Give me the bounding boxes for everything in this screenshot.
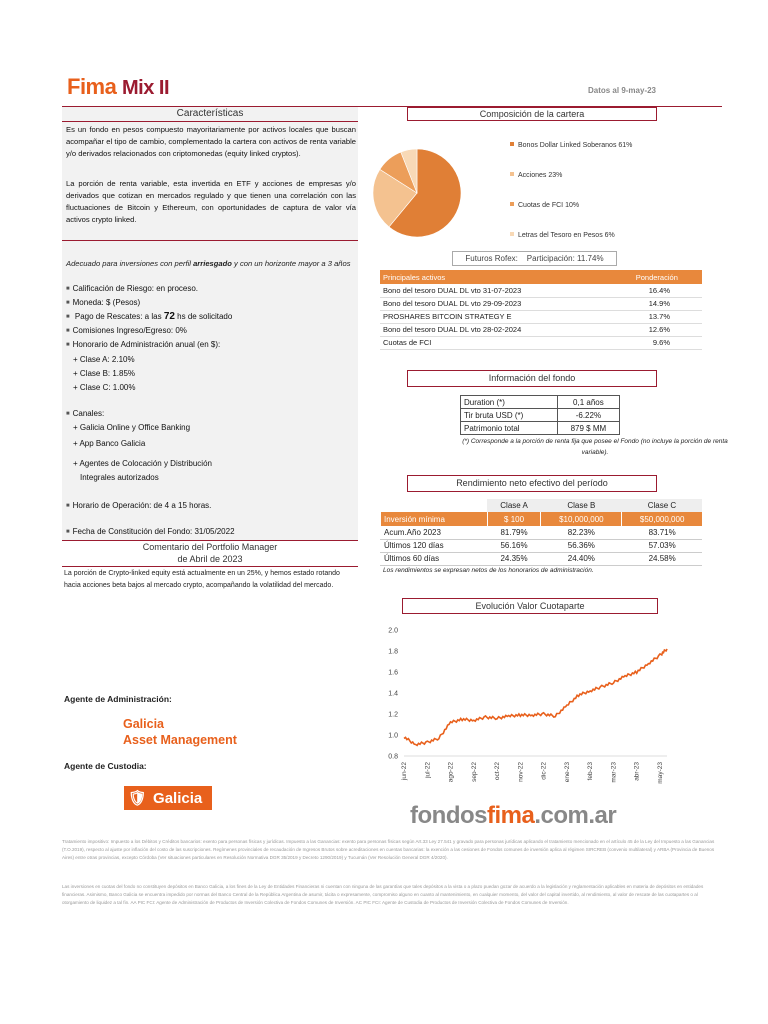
galicia-am-line2: Asset Management	[123, 733, 237, 747]
rend-value: 81.79%	[487, 526, 541, 539]
rend-value: 56.16%	[487, 539, 541, 552]
legend-swatch	[510, 172, 514, 176]
table-row	[380, 297, 702, 310]
legend-label: Bonos Dollar Linked Soberanos 61%	[518, 142, 633, 149]
perfil-pre: Adecuado para inversiones con perfil	[66, 259, 191, 268]
fondos-logo-a: fondos	[410, 802, 487, 829]
legend-item	[510, 232, 615, 239]
logo-fima: Fima	[67, 74, 117, 99]
rend-value: 24.40%	[541, 552, 622, 565]
duration-label: Duration (*)	[461, 396, 558, 409]
x-tick-label: ago-22	[447, 762, 455, 783]
legend-label: Cuotas de FCI 10%	[518, 202, 580, 209]
min-clase-a: $ 100	[487, 512, 541, 526]
rendimiento-title: Rendimiento neto efectivo del período	[407, 475, 657, 492]
pago-post: hs de solicitado	[177, 312, 233, 321]
rend-value: 57.03%	[622, 539, 702, 552]
series-line	[404, 649, 667, 746]
pago-pre: Pago de Rescates: a las	[74, 312, 162, 321]
x-tick-label: abr-23	[633, 762, 641, 781]
galicia-logo-icon: 🛡	[128, 790, 148, 807]
portfolio-manager-title	[62, 541, 358, 565]
table-row	[381, 539, 703, 552]
table-row	[380, 310, 702, 323]
legend-label: Acciones 23%	[518, 172, 563, 179]
pm-divider	[62, 566, 358, 567]
canales: ■ Canales:	[66, 408, 104, 420]
table-row	[461, 409, 620, 422]
y-tick-label: 0.8	[388, 753, 398, 761]
left-divider	[62, 240, 358, 241]
rend-value: 24.58%	[622, 552, 702, 565]
agente-administracion-label: Agente de Administración:	[64, 694, 172, 704]
min-clase-b: $10,000,000	[541, 512, 622, 526]
rendimiento-note: Los rendimientos se expresan netos de los honorarios de administración.	[383, 567, 594, 574]
table-row	[380, 336, 702, 349]
canal-agentes-2: Integrales autorizados	[80, 473, 159, 482]
legend-label: Letras del Tesoro en Pesos 6%	[518, 232, 615, 239]
pm-title-line1: Comentario del Portfolio Manager	[142, 542, 278, 552]
agente-custodia-label: Agente de Custodia:	[64, 761, 147, 771]
comisiones: ■ Comisiones Ingreso/Egreso: 0%	[66, 325, 187, 337]
legend-swatch	[510, 202, 514, 206]
activo-name: Bono del tesoro DUAL DL vto 28-02-2024	[380, 323, 612, 336]
activo-ponderacion: 14.9%	[612, 297, 702, 310]
perfil-inversor	[66, 258, 356, 269]
table-row	[381, 512, 703, 526]
fondosfima-logo	[410, 802, 616, 830]
galicia-am-line1: Galicia	[123, 717, 164, 731]
rend-value: 56.36%	[541, 539, 622, 552]
honorario-clase-b: + Clase B: 1.85%	[73, 369, 136, 378]
legend-swatch	[510, 232, 514, 236]
moneda: ■ Moneda: $ (Pesos)	[66, 297, 140, 309]
table-row	[380, 284, 702, 297]
activo-name: PROSHARES BITCOIN STRATEGY E	[380, 310, 612, 323]
legend-swatch	[510, 142, 514, 146]
informacion-title: Información del fondo	[407, 370, 657, 387]
galicia-bank-name: Galicia	[153, 789, 203, 807]
patrimonio-label: Patrimonio total	[461, 422, 558, 435]
rend-row-label: Últimos 120 días	[381, 539, 488, 552]
pm-title-line2: de Abril de 2023	[177, 554, 243, 564]
table-row	[381, 552, 703, 565]
caracteristicas-paragraph-1: Es un fondo en pesos compuesto mayoritariamente por activos locales que buscan acompañar el tipo de cambio, complementado la cartera con activos de renta variable y/o derivados relacionados con criptomonedas (equity linked cryptos).	[66, 125, 356, 158]
evolucion-title: Evolución Valor Cuotaparte	[402, 598, 658, 614]
table-row	[380, 323, 702, 336]
activo-ponderacion: 16.4%	[612, 284, 702, 297]
y-tick-label: 1.4	[388, 690, 398, 698]
x-tick-label: nov-22	[517, 762, 525, 782]
x-tick-label: oct-22	[494, 762, 502, 781]
canal-app: + App Banco Galicia	[73, 439, 146, 448]
x-tick-label: ene-23	[563, 762, 571, 783]
rend-row-label: Acum.Año 2023	[381, 526, 488, 539]
activos-header-pond: Ponderación	[612, 270, 702, 284]
canal-online: + Galicia Online y Office Banking	[73, 423, 191, 432]
rend-value: 83.71%	[622, 526, 702, 539]
honorario-clase-a: + Clase A: 2.10%	[73, 355, 135, 364]
evolucion-line-chart	[372, 620, 672, 800]
footer-tratamiento-impositivo: Tratamiento impositivo: Impuesto a los Débitos y Créditos bancarios: exento para personas físicas y jurídicas. Impuesto a las Ganancias: exento para personas físicas según Art.33 Ley 27.541 y gravado para personas jurídicas aplicando el tratamiento mencionado en el artículo 45 de la Ley del Impuesto a las Ganancias (T.O.2019), respecto al ajuste por inflación del costo de las suscripciones. Regímenes provinciales de recaudación de Ingresos Brutos sobre acreditaciones en cuentas bancarias: la exención a las cesiones de Fondos comunes de inversión aplica al régimen SIRCREB (convenio multilateral) y ARBA (Provincia de Buenos Aires) entre otras provincias, excepto Córdoba (Ver situaciones particulares en Resolución Normativa DGR 35/2019 y Decreto 1290/2019) y Tucumán (Ver Resolución General DGR 4/2020).	[62, 839, 715, 860]
perfil-bold: arriesgado	[193, 259, 232, 268]
principales-activos-table	[380, 270, 702, 350]
tir-label: Tir bruta USD (*)	[461, 409, 558, 422]
rend-value: 82.23%	[541, 526, 622, 539]
rend-value: 24.35%	[487, 552, 541, 565]
footer-disclaimer: Las inversiones en cuotas del fondo no constituyen depósitos en Banco Galicia, a los fines de la Ley de Entidades Financieras ni cuentan con ninguna de las garantías que tales depósitos a la vista o a plazo puedan gozar de acuerdo a la legislación y reglamentación aplicables en materia de depósitos en entidades financieras. Asimismo, Banco Galicia se encuentra impedido por normas del Banco Central de la República Argentina de asumir, tácita o expresamente, compromiso alguno en cuanto al mantenimiento, en cualquier momento, del valor del capital invertido, al rendimiento, al valor de rescate de las cuotapartes o al otorgamiento de liquidez a tal fin. AA PIC FCI: Agente de Administración de Productos de Inversión Colectiva de Fondos Comunes de Inversión. AC PIC FCI: Agente de Custodia de Productos de Inversión Colectiva de Fondos Comunes de Inversión.	[62, 884, 704, 905]
min-clase-c: $50,000,000	[622, 512, 702, 526]
x-tick-label: jul-22	[424, 762, 432, 778]
legend-item	[510, 142, 632, 149]
table-row	[461, 396, 620, 409]
composicion-title: Composición de la cartera	[407, 107, 657, 121]
pago-num: 72	[163, 311, 175, 322]
activo-name: Cuotas de FCI	[380, 336, 612, 349]
rend-header-clase-a: Clase A	[487, 499, 541, 512]
x-tick-label: jun-22	[401, 762, 408, 781]
min-label: Inversión mínima	[381, 512, 488, 526]
perfil-post: y con un horizonte mayor a 3 años	[234, 259, 351, 268]
portfolio-manager-comment: La porción de Crypto-linked equity está actualmente en un 25%, y hemos estado rotando hacia acciones beta bajos al mercado crypto, acompañando la volatilidad del mercado.	[64, 570, 340, 589]
patrimonio-value: 879 $ MM	[557, 422, 619, 435]
logo-mix: Mix II	[121, 77, 169, 99]
pago-rescates	[66, 311, 232, 323]
informacion-table	[460, 395, 620, 435]
galicia-bank-logo	[124, 786, 212, 810]
honorario-clase-c: + Clase C: 1.00%	[73, 383, 136, 392]
horario-operacion: ■ Horario de Operación: de 4 a 15 horas.	[66, 500, 211, 512]
futuros-rofex	[452, 251, 617, 266]
fima-logo	[67, 74, 169, 100]
activo-ponderacion: 9.6%	[612, 336, 702, 349]
calificacion-riesgo: ■ Calificación de Riesgo: en proceso.	[66, 283, 198, 295]
activo-ponderacion: 12.6%	[612, 323, 702, 336]
futuros-label: Futuros Rofex:	[465, 254, 518, 263]
report-date: Datos al 9-may-23	[587, 86, 656, 95]
rend-header-empty	[381, 499, 488, 512]
y-tick-label: 2.0	[388, 627, 398, 635]
x-tick-label: may-23	[657, 762, 665, 784]
composicion-pie-chart	[372, 148, 462, 238]
y-tick-label: 1.2	[388, 711, 398, 719]
legend-item	[510, 202, 579, 209]
fondos-logo-b: fima	[486, 802, 535, 829]
activo-ponderacion: 13.7%	[612, 310, 702, 323]
y-tick-label: 1.0	[388, 732, 398, 740]
table-row	[461, 422, 620, 435]
rend-header-clase-c: Clase C	[622, 499, 702, 512]
canal-agentes: + Agentes de Colocación y Distribución	[73, 459, 212, 468]
fecha-constitucion: ■ Fecha de Constitución del Fondo: 31/05/2022	[66, 526, 235, 538]
table-row	[381, 526, 703, 539]
duration-value: 0,1 años	[557, 396, 619, 409]
caracteristicas-paragraph-2: La porción de renta variable, esta invertida en ETF y acciones de empresas y/o derivados que cotizan en mercados regulado y que tienen una correlación con las fluctuaciones de Bitcoin y Ethereum, con oportunidades de captura de valor vía activos crypto linked.	[66, 179, 356, 224]
rend-row-label: Últimos 60 días	[381, 552, 488, 565]
x-tick-label: sep-22	[470, 762, 478, 782]
galicia-asset-management-logo	[123, 716, 237, 748]
futuros-value: Participación: 11.74%	[526, 254, 604, 263]
legend-item	[510, 172, 562, 179]
rend-header-clase-b: Clase B	[541, 499, 622, 512]
fondos-logo-c: .com.ar	[534, 802, 617, 829]
honorario: ■ Honorario de Administración anual (en $):	[66, 339, 220, 351]
rendimiento-table	[380, 499, 702, 566]
caracteristicas-title: Características	[62, 108, 358, 122]
activos-header-name: Principales activos	[380, 270, 612, 284]
x-tick-label: feb-23	[587, 762, 595, 781]
x-tick-label: mar-23	[610, 762, 618, 783]
y-tick-label: 1.6	[388, 669, 398, 677]
tir-value: -6.22%	[557, 409, 619, 422]
activo-name: Bono del tesoro DUAL DL vto 29-09-2023	[380, 297, 612, 310]
activo-name: Bono del tesoro DUAL DL vto 31-07-2023	[380, 284, 612, 297]
informacion-note: (*) Corresponde a la porción de renta fija que posee el Fondo (no incluye la porción de renta variable).	[462, 438, 728, 456]
y-tick-label: 1.8	[388, 648, 398, 656]
x-tick-label: dic-22	[540, 762, 548, 780]
